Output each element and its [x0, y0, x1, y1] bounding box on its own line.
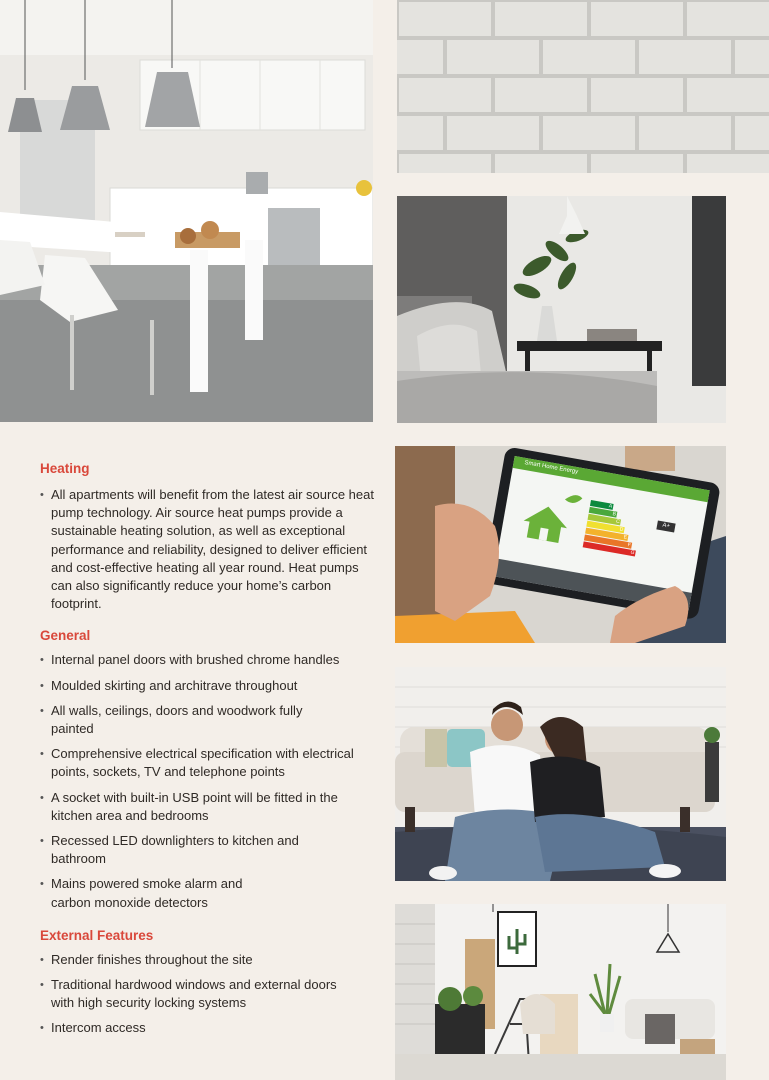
- list-item: • Mains powered smoke alarm and carbon monoxide detectors: [40, 875, 276, 911]
- rating-bar-d: D: [586, 521, 624, 534]
- tablet-header-text: Smart Home Energy: [523, 460, 579, 476]
- heating-list: [40, 486, 385, 613]
- list-item: • Internal panel doors with brushed chrome handles: [40, 651, 385, 669]
- list-item: • Intercom access: [40, 1019, 385, 1037]
- lounge-photo: [397, 196, 726, 423]
- list-item: • All apartments will benefit from the latest air source heat pump technology. Air source heat pumps provide a sustainable heating solution, as well as exceptional performance and reliability, designed to deliver efficient and cost-effective heating all year round. Heat pumps can also significantly reduce your home’s carbon footprint.: [40, 486, 381, 613]
- couple-on-sofa-photo: [395, 667, 726, 881]
- kitchen-photo: [0, 0, 373, 422]
- list-item: • Recessed LED downlighters to kitchen and bathroom: [40, 832, 311, 868]
- heading-heating: Heating: [40, 461, 90, 476]
- tablet-energy-photo: [395, 446, 726, 643]
- rating-bar-g: G: [583, 541, 636, 556]
- general-list: [40, 651, 385, 911]
- external-features-list: [40, 951, 385, 1038]
- interior-photo: [395, 904, 726, 1080]
- rating-bar-e: E: [585, 528, 628, 541]
- hands: [395, 446, 726, 643]
- heading-general: General: [40, 628, 91, 644]
- rating-bar-a: A: [590, 500, 614, 510]
- heading-external-features: External Features: [40, 927, 154, 943]
- rating-bar-f: F: [584, 534, 632, 548]
- list-item: • All walls, ceilings, doors and woodwork fully painted: [40, 702, 316, 738]
- list-item: • Moulded skirting and architrave throughout: [40, 677, 385, 695]
- current-rating-badge: A+: [656, 521, 675, 533]
- list-item: • Traditional hardwood windows and external doors with high security locking systems: [40, 976, 351, 1012]
- list-item: • Comprehensive electrical specification with electrical points, sockets, TV and telephone points: [40, 745, 381, 781]
- list-item: • Render finishes throughout the site: [40, 951, 385, 969]
- list-item: • A socket with built-in USB point will be fitted in the kitchen area and bedrooms: [40, 789, 351, 825]
- specification-list: [40, 458, 385, 1038]
- brick-wall-photo: [397, 0, 769, 173]
- rating-bar-b: B: [589, 507, 618, 518]
- rating-bar-c: C: [588, 514, 622, 526]
